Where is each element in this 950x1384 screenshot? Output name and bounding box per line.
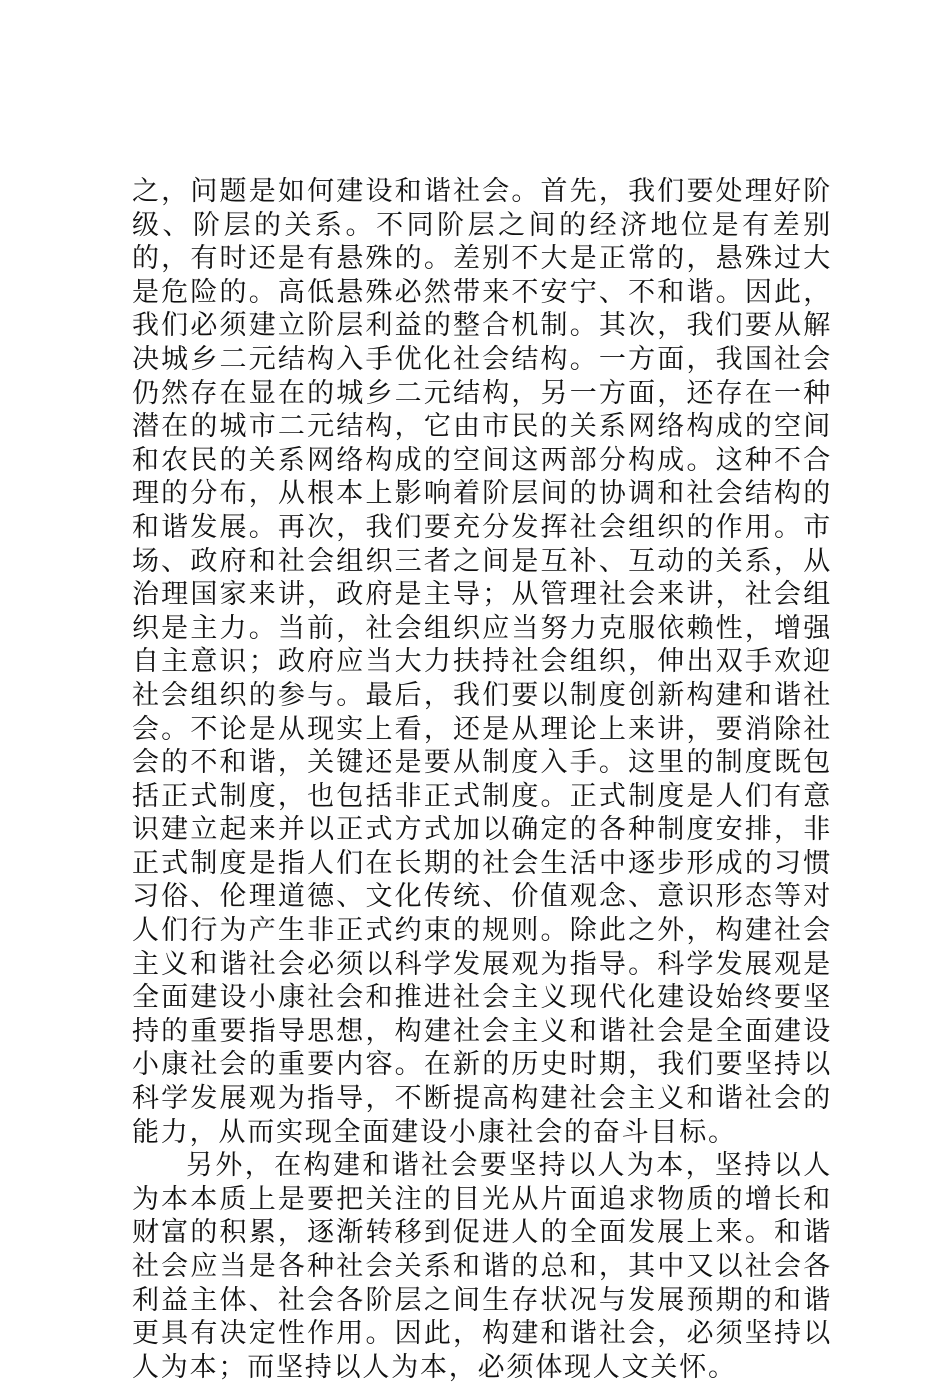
document-body xyxy=(132,175,832,1384)
paragraph-people-oriented: 另外，在构建和谐社会要坚持以人为本，坚持以人为本本质上是要把关注的目光从片面追求物质的增长和财富的积累，逐渐转移到促进人的全面发展上来。和谐社会应当是各种社会关系和谐的总和，其中又以社会各利益主体、社会各阶层之间生存状况与发展预期的和谐更具有决定性作用。因此，构建和谐社会，必须坚持以人为本；而坚持以人为本，必须体现人文关怀。 xyxy=(132,1150,832,1383)
paragraph-continuation: 之，问题是如何建设和谐社会。首先，我们要处理好阶级、阶层的关系。不同阶层之间的经济地位是有差别的，有时还是有悬殊的。差别不大是正常的，悬殊过大是危险的。高低悬殊必然带来不安宁、不和谐。因此，我们必须建立阶层利益的整合机制。其次，我们要从解决城乡二元结构入手优化社会结构。一方面，我国社会仍然存在显在的城乡二元结构，另一方面，还存在一种潜在的城市二元结构，它由市民的关系网络构成的空间和农民的关系网络构成的空间这两部分构成。这种不合理的分布，从根本上影响着阶层间的协调和社会结构的和谐发展。再次，我们要充分发挥社会组织的作用。市场、政府和社会组织三者之间是互补、互动的关系，从治理国家来讲，政府是主导；从管理社会来讲，社会组织是主力。当前，社会组织应当努力克服依赖性，增强自主意识；政府应当大力扶持社会组织，伸出双手欢迎社会组织的参与。最后，我们要以制度创新构建和谐社会。不论是从现实上看，还是从理论上来讲，要消除社会的不和谐，关键还是要从制度入手。这里的制度既包括正式制度，也包括非正式制度。正式制度是人们有意识建立起来并以正式方式加以确定的各种制度安排，非正式制度是指人们在长期的社会生活中逐步形成的习惯习俗、伦理道德、文化传统、价值观念、意识形态等对人们行为产生非正式约束的规则。除此之外，构建社会主义和谐社会必须以科学发展观为指导。科学发展观是全面建设小康社会和推进社会主义现代化建设始终要坚持的重要指导思想，构建社会主义和谐社会是全面建设小康社会的重要内容。在新的历史时期，我们要坚持以科学发展观为指导，不断提高构建社会主义和谐社会的能力，从而实现全面建设小康社会的奋斗目标。 xyxy=(132,176,832,1148)
